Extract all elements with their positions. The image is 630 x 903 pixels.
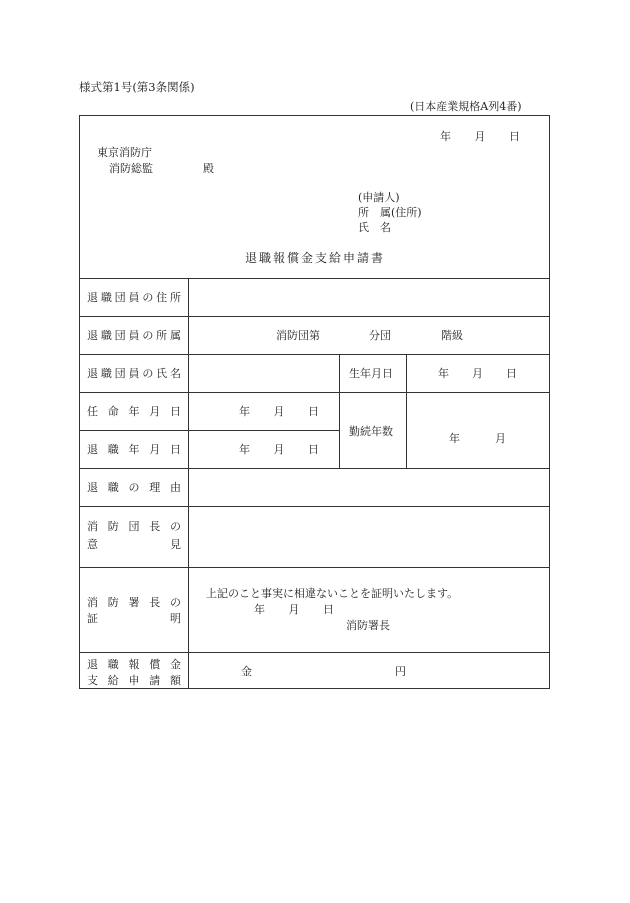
applicant-name-label: 氏 名 [358, 221, 391, 234]
date-month: 月 [474, 130, 486, 143]
paper-size-note: (日本産業規格A列4番) [410, 100, 522, 113]
certification-day: 日 [323, 603, 334, 616]
row-divider [79, 506, 550, 507]
amount-label-line2: 支給申請額 [87, 674, 181, 687]
service-months: 月 [495, 432, 506, 445]
retirement-date-label: 退職年月日 [87, 443, 181, 456]
form-number: 様式第1号(第3条関係) [79, 80, 195, 94]
document-title: 退職報償金支給申請書 [244, 251, 385, 265]
name-label: 退職団員の氏名 [87, 367, 181, 380]
date-day: 日 [509, 130, 520, 143]
appointment-year: 年 [239, 405, 250, 418]
column-divider [339, 354, 340, 468]
appointment-day: 日 [308, 405, 319, 418]
date-year: 年 [440, 130, 451, 143]
label-column-divider [188, 278, 189, 689]
row-divider [79, 430, 339, 431]
chief-opinion-label-line1: 消防団長の [87, 520, 181, 533]
fire-corps-label: 消防団第 [276, 329, 320, 342]
service-years-label: 勤続年数 [349, 425, 393, 438]
birth-date-fields [438, 368, 517, 379]
retirement-reason-label: 退職の理由 [87, 481, 181, 494]
row-divider [79, 392, 550, 393]
row-divider [79, 567, 550, 568]
appointment-date-label: 任命年月日 [87, 405, 181, 418]
row-divider [79, 278, 550, 279]
addressee-title: 消防総監 [109, 162, 153, 175]
retirement-month: 月 [273, 443, 285, 456]
appointment-date-fields [239, 406, 319, 417]
column-divider [406, 354, 407, 468]
addressee-org: 東京消防庁 [97, 146, 152, 159]
applicant-label: (申請人) [358, 191, 400, 204]
retirement-year: 年 [239, 443, 250, 456]
amount-prefix: 金 [241, 665, 252, 678]
application-date [440, 131, 520, 142]
certification-date-fields [254, 604, 334, 615]
certification-statement: 上記のこと事実に相違ないことを証明いたします。 [206, 587, 459, 600]
birth-date-label: 生年月日 [349, 367, 393, 380]
row-divider [79, 468, 550, 469]
affiliation-label: 退職団員の所属 [87, 329, 181, 342]
certification-label-line1: 消防署長の [87, 596, 181, 609]
honorific: 殿 [203, 162, 214, 175]
certification-month: 月 [288, 603, 300, 616]
birth-day: 日 [506, 367, 517, 380]
chief-opinion-label-line2: 意見 [87, 538, 181, 551]
certification-year: 年 [254, 603, 265, 616]
amount-unit: 円 [395, 665, 406, 678]
address-label: 退職団員の住所 [87, 291, 181, 304]
service-years: 年 [449, 432, 460, 445]
retirement-day: 日 [308, 443, 319, 456]
rank-label: 階級 [441, 329, 463, 342]
row-divider [79, 316, 550, 317]
service-years-fields [449, 433, 506, 444]
amount-label-line1: 退職報償金 [87, 658, 181, 671]
certification-signer: 消防署長 [346, 619, 390, 632]
row-divider [79, 652, 550, 653]
applicant-affiliation-label: 所 属(住所) [358, 206, 422, 219]
appointment-month: 月 [273, 405, 285, 418]
certification-label-line2: 証明 [87, 612, 181, 625]
division-label: 分団 [369, 329, 391, 342]
retirement-date-fields [239, 444, 319, 455]
birth-year: 年 [438, 367, 449, 380]
row-divider [79, 354, 550, 355]
birth-month: 月 [472, 367, 483, 380]
